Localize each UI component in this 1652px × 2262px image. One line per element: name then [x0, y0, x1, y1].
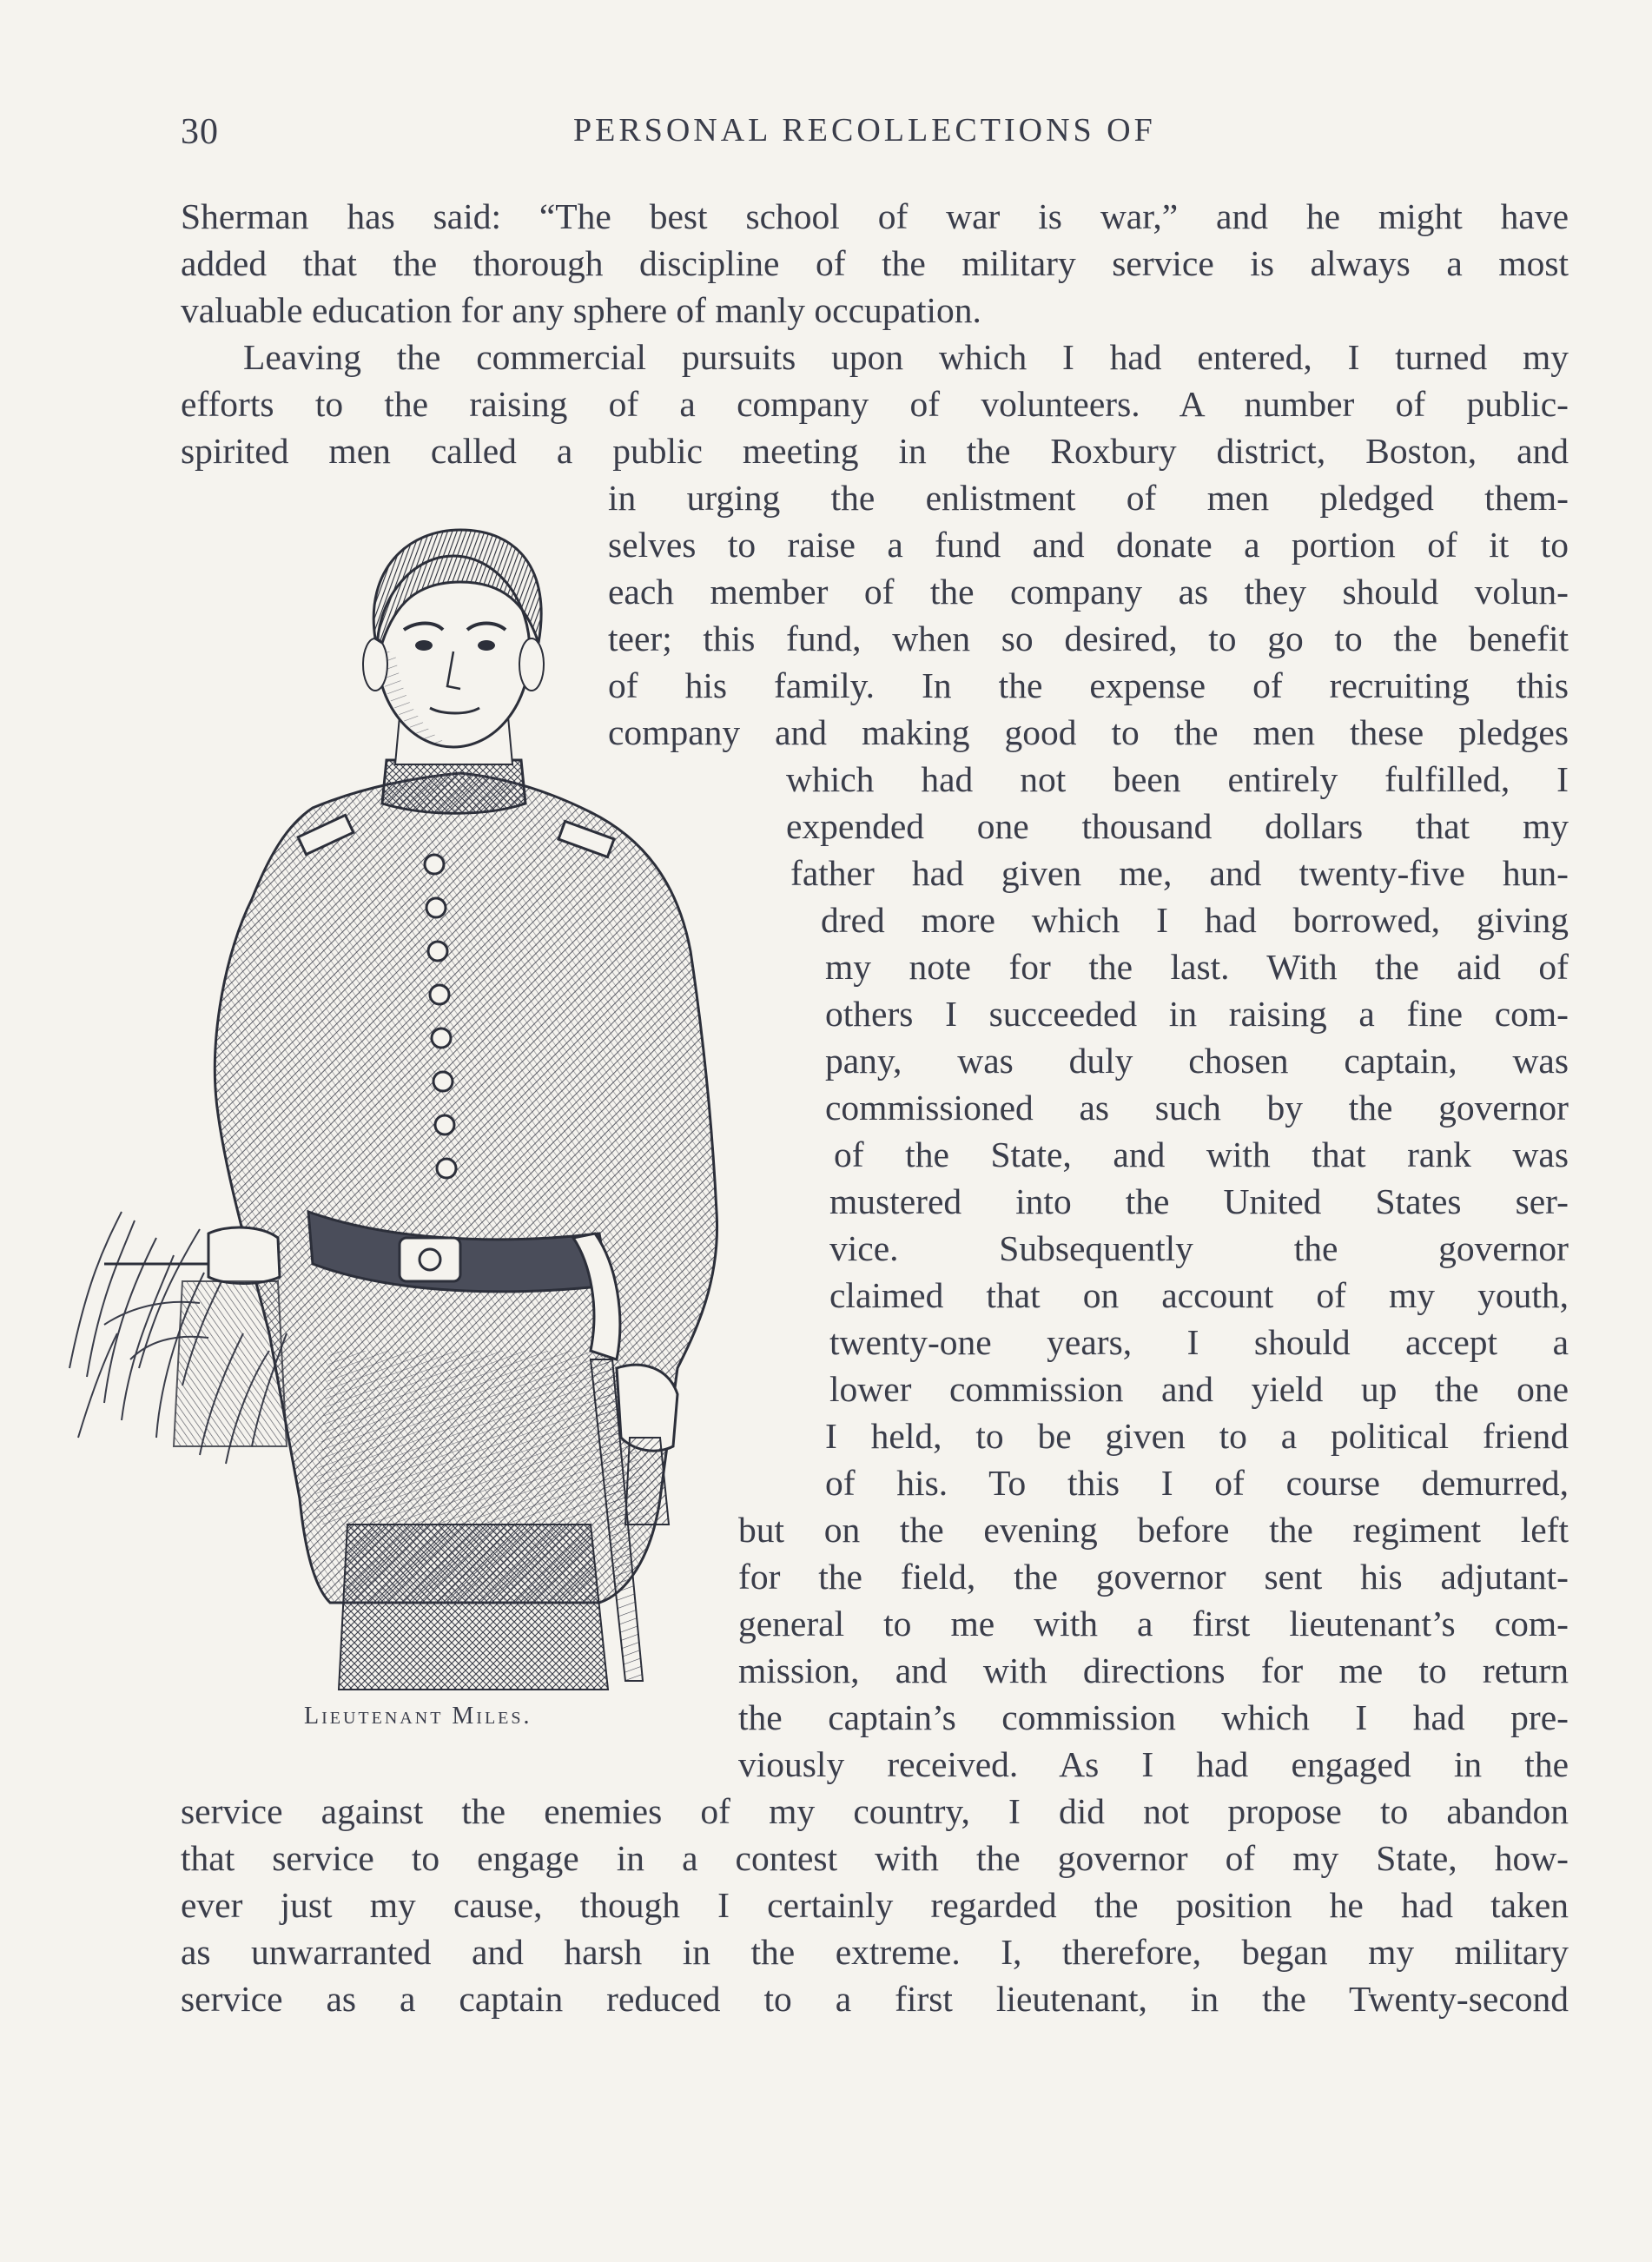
- running-head: PERSONAL RECOLLECTIONS OF: [573, 112, 1156, 149]
- portrait-illustration: [52, 499, 799, 1703]
- body-line-20: commissioned as such by the governor: [825, 1088, 1569, 1128]
- page-number: 30: [181, 112, 219, 152]
- body-line-3: valuable education for any sphere of manly occupation.: [181, 290, 981, 330]
- body-line-6: spirited men called a public meeting in the Roxbury district, Boston, and: [181, 431, 1569, 471]
- body-line-24: claimed that on account of my youth,: [829, 1275, 1569, 1315]
- body-line-10: teer; this fund, when so desired, to go to the benefit: [608, 618, 1569, 658]
- body-line-27: I held, to be given to a political friend: [825, 1416, 1569, 1456]
- body-line-29: but on the evening before the regiment left: [738, 1510, 1569, 1550]
- body-line-31: general to me with a first lieutenant’s com-: [738, 1604, 1569, 1644]
- body-line-17: my note for the last. With the aid of: [825, 947, 1569, 987]
- body-line-39: service as a captain reduced to a first lieutenant, in the Twenty-second: [181, 1979, 1569, 2019]
- body-line-13: which had not been entirely fulfilled, I: [786, 759, 1569, 799]
- body-line-21: of the State, and with that rank was: [834, 1134, 1569, 1174]
- body-line-22: mustered into the United States ser-: [829, 1181, 1569, 1221]
- body-line-33: the captain’s commission which I had pre-: [738, 1697, 1569, 1737]
- body-line-35: service against the enemies of my country, I did not propose to abandon: [181, 1791, 1569, 1831]
- body-line-36: that service to engage in a contest with the governor of my State, how-: [181, 1838, 1569, 1878]
- body-line-2: added that the thorough discipline of the military service is always a most: [181, 243, 1569, 283]
- body-line-11: of his family. In the expense of recruiting this: [608, 665, 1569, 705]
- ear-right: [519, 638, 544, 691]
- body-line-1: Sherman has said: “The best school of war is war,” and he might have: [181, 196, 1569, 236]
- trousers: [339, 1525, 608, 1690]
- page-header: [0, 111, 1652, 163]
- body-line-5: efforts to the raising of a company of volunteers. A number of public-: [181, 384, 1569, 424]
- body-line-9: each member of the company as they should volun-: [608, 572, 1569, 612]
- ear-left: [363, 638, 387, 691]
- body-line-28: of his. To this I of course demurred,: [825, 1463, 1569, 1503]
- body-line-32: mission, and with directions for me to return: [738, 1650, 1569, 1690]
- belt-buckle: [400, 1238, 460, 1281]
- body-line-34: viously received. As I had engaged in the: [738, 1744, 1569, 1784]
- tree-stump: [174, 1281, 287, 1446]
- body-line-38: as unwarranted and harsh in the extreme. I, therefore, began my military: [181, 1932, 1569, 1972]
- hand-left: [208, 1227, 280, 1283]
- body-line-19: pany, was duly chosen captain, was: [825, 1041, 1569, 1081]
- body-line-4: Leaving the commercial pursuits upon which I had entered, I turned my: [243, 337, 1569, 377]
- body-line-15: father had given me, and twenty-five hun-: [790, 853, 1569, 893]
- body-line-14: expended one thousand dollars that my: [786, 806, 1569, 846]
- body-line-37: ever just my cause, though I certainly regarded the position he had taken: [181, 1885, 1569, 1925]
- gloves: [625, 1438, 669, 1525]
- body-line-25: twenty-one years, I should accept a: [829, 1322, 1569, 1362]
- illustration-caption: Lieutenant Miles.: [304, 1703, 532, 1730]
- body-line-16: dred more which I had borrowed, giving: [821, 900, 1569, 940]
- body-line-7: in urging the enlistment of men pledged them-: [608, 478, 1569, 518]
- collar: [382, 760, 525, 813]
- body-line-12: company and making good to the men these pledges: [608, 712, 1569, 752]
- body-line-8: selves to raise a fund and donate a portion of it to: [608, 525, 1569, 565]
- body-line-23: vice. Subsequently the governor: [829, 1228, 1569, 1268]
- body-line-30: for the field, the governor sent his adjutant-: [738, 1557, 1569, 1597]
- body-line-26: lower commission and yield up the one: [829, 1369, 1569, 1409]
- body-line-18: others I succeeded in raising a fine com-: [825, 994, 1569, 1034]
